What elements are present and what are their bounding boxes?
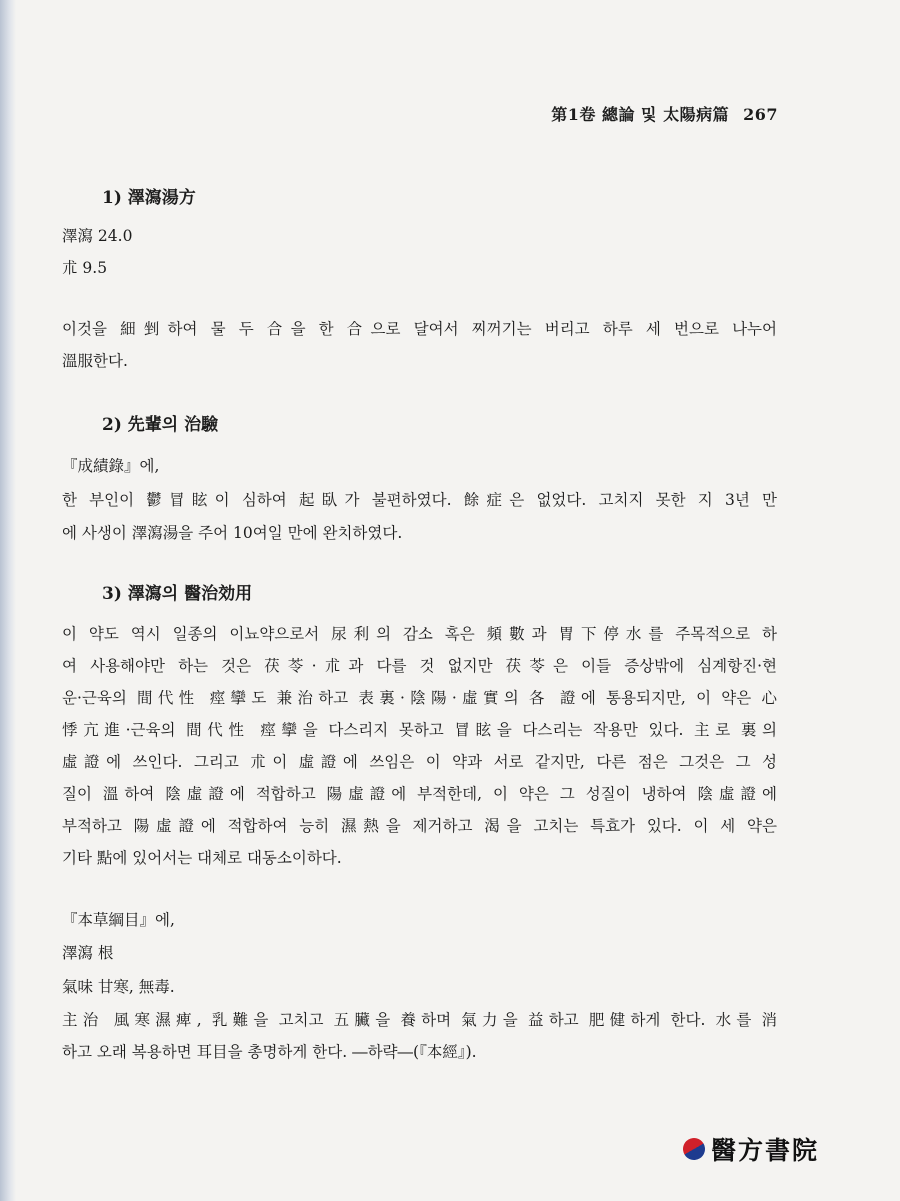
running-title: 第1卷 總論 및 太陽病篇 xyxy=(551,105,730,124)
publisher-logo xyxy=(683,1134,819,1164)
ingredient-line: 朮 9.5 xyxy=(62,259,108,277)
paragraph-line: 虛證에 쓰인다. 그리고 朮이 虛證에 쓰임은 이 약과 서로 같지만, 다른 점은 그것은 그 성 xyxy=(62,753,777,771)
paragraph-line: 溫服한다. xyxy=(62,352,128,370)
paragraph-line: 에 사생이 澤瀉湯을 주어 10여일 만에 완치하였다. xyxy=(62,524,403,542)
paragraph-line: 기타 點에 있어서는 대체로 대동소이하다. xyxy=(62,849,342,867)
taeguk-icon xyxy=(679,1134,709,1164)
running-header xyxy=(551,102,778,125)
paragraph-line: 여 사용해야만 하는 것은 茯苓·朮과 다를 것 없지만 茯苓은 이들 증상밖에 심계항진·현 xyxy=(62,657,777,675)
paragraph-line: 이것을 細剉하여 물 두 合을 한 合으로 달여서 찌꺼기는 버리고 하루 세 번으로 나누어 xyxy=(62,320,777,338)
page-number: 267 xyxy=(743,105,778,124)
paragraph-line: 이 약도 역시 일종의 이뇨약으로서 尿利의 감소 혹은 頻數과 胃下停水를 주목적으로 하 xyxy=(62,625,777,643)
paragraph-line: 하고 오래 복용하면 耳目을 총명하게 한다. ―하략―(『本經』). xyxy=(62,1043,477,1061)
citation-line: 『本草綱目』에, xyxy=(62,911,175,929)
section-title-1: 1) 澤瀉湯方 xyxy=(102,188,196,208)
citation-line: 『成績錄』에, xyxy=(62,457,160,475)
paragraph-line: 운·근육의 間代性 痙攣도 兼治하고 表裏·陰陽·虛實의 各 證에 통용되지만, 이 약은 心 xyxy=(62,689,777,707)
ingredient-line: 澤瀉 24.0 xyxy=(62,227,133,245)
herb-property-line: 氣味 甘寒, 無毒. xyxy=(62,978,175,996)
paragraph-line: 부적하고 陽虛證에 적합하여 능히 濕熱을 제거하고 渴을 고치는 특효가 있다. 이 세 약은 xyxy=(62,817,777,835)
section-title-3: 3) 澤瀉의 醫治効用 xyxy=(102,584,253,604)
herb-name-line: 澤瀉 根 xyxy=(62,944,114,962)
paragraph-line: 悸亢進·근육의 間代性 痙攣을 다스리지 못하고 冒眩을 다스리는 작용만 있다. 主로 裏의 xyxy=(62,721,777,739)
paragraph-line: 한 부인이 鬱冒眩이 심하여 起臥가 불편하였다. 餘症은 없었다. 고치지 못한 지 3년 만 xyxy=(62,491,777,509)
paragraph-line: 질이 溫하여 陰虛證에 적합하고 陽虛證에 부적한데, 이 약은 그 성질이 냉하여 陰虛證에 xyxy=(62,785,777,803)
publisher-name: 醫方書院 xyxy=(711,1136,820,1165)
paragraph-line: 主治 風寒濕痺, 乳難을 고치고 五臟을 養하며 氣力을 益하고 肥健하게 한다. 水를 消 xyxy=(62,1011,777,1029)
section-title-2: 2) 先輩의 治驗 xyxy=(102,415,219,435)
